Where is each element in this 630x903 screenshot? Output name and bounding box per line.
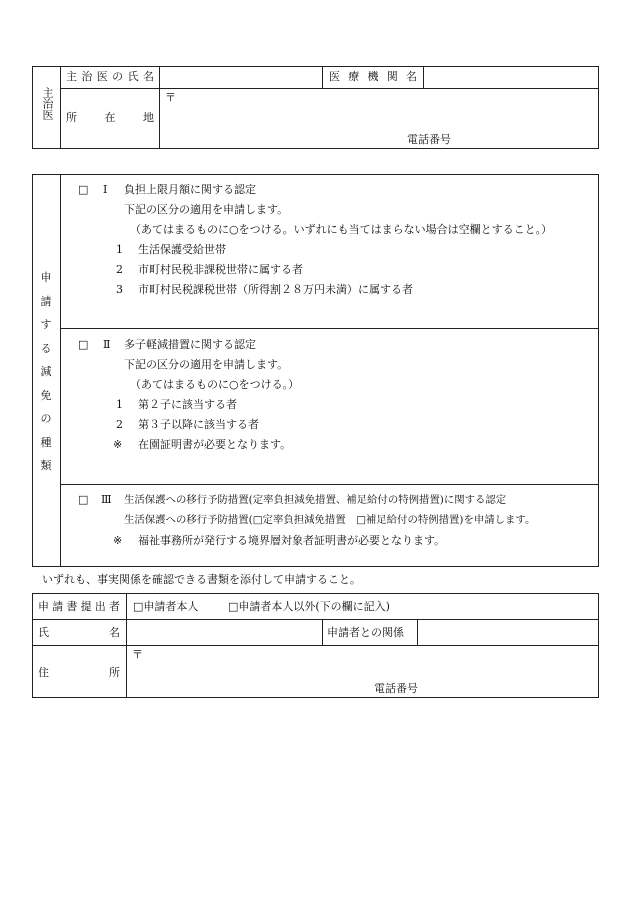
label-char: 医: [96, 70, 108, 83]
label-char: 請: [52, 600, 64, 613]
label-char: 名: [406, 70, 417, 83]
section2-item-num: 1: [116, 398, 123, 411]
section1-item-text[interactable]: 生活保護受給世帯: [138, 243, 226, 256]
section1-line2: （あてはまるものに○をつける。いずれにも当てはまらない場合は空欄とすること。）: [130, 223, 553, 236]
section2-note-mark: ※: [113, 438, 123, 451]
exemption-side-label: [34, 266, 58, 478]
section1-item-num: 3: [116, 283, 123, 296]
doctor-address-label: [66, 111, 154, 125]
label-char: 療: [348, 70, 360, 83]
section3-note: 福祉事務所が発行する境界層対象者証明書が必要となります。: [138, 534, 446, 547]
section1-item-num: 2: [116, 263, 123, 276]
section1-item-text[interactable]: 市町村民税非課税世帯に属する者: [138, 263, 303, 276]
institution-label: [329, 70, 417, 84]
side-label-char: 減: [40, 365, 52, 378]
section3-numeral: Ⅲ: [101, 493, 112, 506]
section2-title: 多子軽減措置に関する認定: [124, 338, 256, 351]
institution-value[interactable]: [428, 70, 594, 84]
label-char: 書: [66, 600, 78, 613]
label-char: 医: [329, 70, 340, 83]
side-label-char: る: [40, 341, 52, 355]
option-other[interactable]: □申請者本人以外(下の欄に記入): [228, 600, 390, 613]
label-char: 住: [38, 666, 49, 679]
label-char: 地: [143, 111, 154, 124]
notice-text: いずれも、事実関係を確認できる書類を添付して申請すること。: [42, 573, 361, 586]
section2-checkbox[interactable]: □: [78, 338, 89, 351]
side-label-char: 類: [40, 459, 52, 472]
label-char: 名: [109, 626, 120, 639]
section1-line1: 下記の区分の適用を申請します。: [124, 203, 289, 216]
section3-line1: 生活保護への移行予防措置(□定率負担減免措置 □補足給付の特例措置)を申請します。: [124, 514, 536, 526]
label-char: 在: [104, 111, 116, 124]
label-char: の: [112, 70, 124, 83]
label-char: 治: [81, 70, 93, 83]
section2-item-num: 2: [116, 418, 123, 431]
postal-mark: 〒: [165, 91, 176, 104]
doctor-name-value[interactable]: [164, 70, 318, 84]
label-char: 所: [109, 666, 120, 679]
side-label-char: 種: [40, 435, 52, 449]
section1-item-num: 1: [116, 243, 123, 256]
label-char: 申: [38, 600, 49, 613]
side-label-char: す: [40, 318, 52, 331]
phone-label: 電話番号: [407, 133, 451, 146]
submitter-name-label: [38, 626, 120, 640]
section2-item-text[interactable]: 第３子以降に該当する者: [138, 418, 259, 431]
side-label-char: 免: [40, 388, 52, 402]
label-char: 関: [386, 70, 398, 83]
section2-note: 在園証明書が必要となります。: [138, 438, 292, 451]
submitter-label: [38, 600, 120, 614]
section1-item-text[interactable]: 市町村民税課税世帯（所得割２８万円未満）に属する者: [138, 283, 413, 296]
label-char: 主: [66, 70, 77, 83]
label-char: 所: [66, 111, 77, 124]
label-char: 氏: [38, 626, 49, 639]
option-self[interactable]: □申請者本人: [133, 600, 199, 613]
side-label-char: 申: [40, 271, 52, 284]
label-char: 名: [142, 70, 154, 83]
label-char: 機: [367, 70, 379, 83]
side-label-char: の: [40, 412, 52, 425]
section1-checkbox[interactable]: □: [78, 183, 89, 196]
section2-numeral: Ⅱ: [103, 338, 111, 351]
section2-line1: 下記の区分の適用を申請します。: [124, 358, 289, 371]
submitter-address-label: [38, 666, 120, 680]
section2-line2: （あてはまるものに○をつける。）: [130, 378, 300, 391]
section2-item-text[interactable]: 第２子に該当する者: [138, 398, 237, 411]
postal-mark: 〒: [132, 648, 143, 661]
section1-title: 負担上限月額に関する認定: [124, 183, 256, 196]
section3-checkbox[interactable]: □: [78, 493, 89, 506]
doctor-side-label: 主治医: [41, 87, 54, 120]
relation-label: 申請者との関係: [327, 626, 404, 639]
submitter-name-field[interactable]: [131, 624, 317, 642]
phone-label: 電話番号: [374, 682, 418, 695]
label-char: 者: [108, 600, 120, 613]
section3-note-mark: ※: [113, 534, 123, 547]
section1-numeral: Ⅰ: [103, 183, 108, 196]
section3-title: 生活保護への移行予防措置(定率負担減免措置、補足給付の特例措置)に関する認定: [124, 494, 507, 506]
label-char: 氏: [127, 70, 139, 83]
doctor-address-field[interactable]: [180, 92, 590, 122]
doctor-name-label: [66, 70, 154, 84]
label-char: 出: [94, 600, 106, 613]
label-char: 提: [80, 600, 92, 613]
relation-field[interactable]: [422, 624, 594, 642]
submitter-address-field[interactable]: [148, 650, 588, 678]
side-label-char: 請: [40, 294, 52, 308]
